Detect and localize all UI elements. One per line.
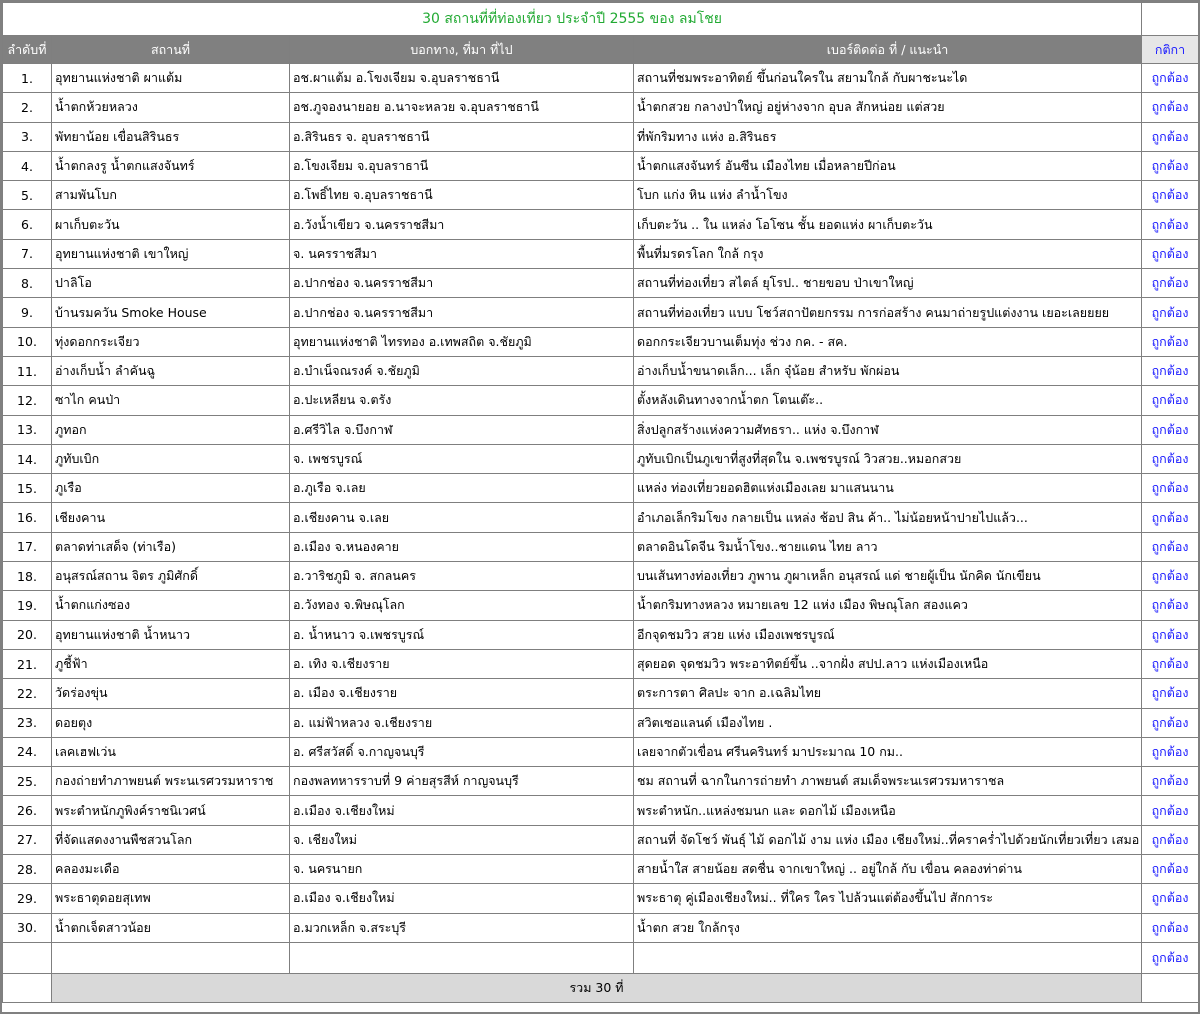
direction-cell: อ.มวกเหล็ก จ.สระบุรี xyxy=(290,913,634,942)
direction-cell: อ.ปะเหลียน จ.ตรัง xyxy=(290,386,634,415)
row-number: 29. xyxy=(3,884,52,913)
place-cell: ภูทอก xyxy=(52,415,290,444)
note-cell: ตระการตา ศิลปะ จาก อ.เฉลิมไทย xyxy=(634,679,1142,708)
row-number: 12. xyxy=(3,386,52,415)
header-direction: บอกทาง, ที่มา ที่ไป xyxy=(290,36,634,64)
check-link[interactable]: ถูกต้อง xyxy=(1142,679,1199,708)
total-empty-cell xyxy=(3,973,52,1002)
table-row xyxy=(3,122,1199,151)
note-cell: บนเส้นทางท่องเที่ยว ภูพาน ภูผาเหล็ก อนุสรณ์ แด่ ชายผู้เป็น นักคิด นักเขียน xyxy=(634,562,1142,591)
check-link[interactable]: ถูกต้อง xyxy=(1142,591,1199,620)
blank-cell xyxy=(634,942,1142,973)
check-link[interactable]: ถูกต้อง xyxy=(1142,415,1199,444)
row-number: 15. xyxy=(3,474,52,503)
table-row xyxy=(3,356,1199,385)
place-cell: น้ำตกเจ็ดสาวน้อย xyxy=(52,913,290,942)
row-number: 4. xyxy=(3,151,52,180)
check-link[interactable]: ถูกต้อง xyxy=(1142,298,1199,327)
note-cell: พระตำหนัก..แหล่งชมนก และ ดอกไม้ เมืองเหนือ xyxy=(634,796,1142,825)
note-cell: สุดยอด จุดชมวิว พระอาทิตย์ขึ้น ..จากฝั่ง สปป.ลาว แห่งเมืองเหนือ xyxy=(634,649,1142,678)
place-cell: ซาไก คนป่า xyxy=(52,386,290,415)
table-row xyxy=(3,620,1199,649)
check-link[interactable]: ถูกต้อง xyxy=(1142,151,1199,180)
title-row xyxy=(3,3,1199,36)
direction-cell: อุทยานแห่งชาติ ไทรทอง อ.เทพสถิต จ.ชัยภูมิ xyxy=(290,327,634,356)
row-number: 27. xyxy=(3,825,52,854)
table-row xyxy=(3,532,1199,561)
total-label: รวม 30 ที่ xyxy=(52,973,1142,1002)
direction-cell: อ.เมือง จ.หนองคาย xyxy=(290,532,634,561)
table-row xyxy=(3,239,1199,268)
check-link[interactable]: ถูกต้อง xyxy=(1142,620,1199,649)
table-row xyxy=(3,767,1199,796)
row-number: 13. xyxy=(3,415,52,444)
blank-row xyxy=(3,942,1199,973)
note-cell: สิ่งปลูกสร้างแห่งความศัทธรา.. แห่ง จ.บึงกาฬ xyxy=(634,415,1142,444)
direction-cell: อ.วาริชภูมิ จ. สกลนคร xyxy=(290,562,634,591)
row-number: 5. xyxy=(3,181,52,210)
note-cell: น้ำตก สวย ใกล้กรุง xyxy=(634,913,1142,942)
row-number: 25. xyxy=(3,767,52,796)
table-row xyxy=(3,649,1199,678)
check-link[interactable]: ถูกต้อง xyxy=(1142,239,1199,268)
row-number: 21. xyxy=(3,649,52,678)
direction-cell: อ.ปากช่อง จ.นครราชสีมา xyxy=(290,269,634,298)
check-link[interactable]: ถูกต้อง xyxy=(1142,210,1199,239)
place-cell: ดอยตุง xyxy=(52,708,290,737)
total-row xyxy=(3,973,1199,1002)
table-row xyxy=(3,562,1199,591)
check-link[interactable]: ถูกต้อง xyxy=(1142,93,1199,122)
check-link[interactable]: ถูกต้อง xyxy=(1142,532,1199,561)
row-number: 18. xyxy=(3,562,52,591)
place-cell: อุทยานแห่งชาติ เขาใหญ่ xyxy=(52,239,290,268)
note-cell: สถานที่ท่องเที่ยว แบบ โชว์สถาปัตยกรรม การก่อสร้าง คนมาถ่ายรูปแต่งงาน เยอะเลยยยย xyxy=(634,298,1142,327)
direction-cell: อช.ผาแต้ม อ.โขงเจียม จ.อุบลราชธานี xyxy=(290,64,634,93)
header-no: ลำดับที่ xyxy=(3,36,52,64)
direction-cell: อช.ภูจองนายอย อ.นาจะหลวย จ.อุบลราชธานี xyxy=(290,93,634,122)
row-number: 11. xyxy=(3,356,52,385)
place-cell: อ่างเก็บน้ำ ลำคันฉู xyxy=(52,356,290,385)
direction-cell: อ.เมือง จ.เชียงใหม่ xyxy=(290,796,634,825)
check-link[interactable]: ถูกต้อง xyxy=(1142,269,1199,298)
table-row xyxy=(3,298,1199,327)
direction-cell: อ. เมือง จ.เชียงราย xyxy=(290,679,634,708)
note-cell: อำเภอเล็กริมโขง กลายเป็น แหล่ง ช้อป สิน ค้า.. ไม่น้อยหน้าปายไปแล้ว... xyxy=(634,503,1142,532)
note-cell: พื้นที่มรดรโลก ใกล้ กรุง xyxy=(634,239,1142,268)
check-link[interactable]: ถูกต้อง xyxy=(1142,737,1199,766)
note-cell: เลยจากตัวเขื่อน ศรีนครินทร์ มาประมาณ 10 กม.. xyxy=(634,737,1142,766)
place-cell: ภูชี้ฟ้า xyxy=(52,649,290,678)
table-row xyxy=(3,327,1199,356)
check-link[interactable]: ถูกต้อง xyxy=(1142,884,1199,913)
header-note: เบอร์ติดต่อ ที่ / แนะนำ xyxy=(634,36,1142,64)
row-number: 24. xyxy=(3,737,52,766)
note-cell: สถานที่ จัดโชว์ พันธุ์ ไม้ ดอกไม้ งาม แห่ง เมือง เชียงใหม่..ที่คราคร่ำไปด้วยนักเที่ยวเที่ยว เสมอ xyxy=(634,825,1142,854)
table-row xyxy=(3,474,1199,503)
row-number: 28. xyxy=(3,855,52,884)
row-number: 22. xyxy=(3,679,52,708)
direction-cell: จ. นครราชสีมา xyxy=(290,239,634,268)
direction-cell: อ.เชียงคาน จ.เลย xyxy=(290,503,634,532)
note-cell: น้ำตกแสงจันทร์ อันซีน เมืองไทย เมื่อหลายปีก่อน xyxy=(634,151,1142,180)
row-number: 10. xyxy=(3,327,52,356)
title-empty-cell xyxy=(1142,3,1199,36)
row-number: 9. xyxy=(3,298,52,327)
direction-cell: อ.วังทอง จ.พิษณุโลก xyxy=(290,591,634,620)
note-cell: ที่พักริมทาง แห่ง อ.สิรินธร xyxy=(634,122,1142,151)
place-cell: วัดร่องขุ่น xyxy=(52,679,290,708)
place-cell: พระตำหนักภูพิงค์ราชนิเวศน์ xyxy=(52,796,290,825)
row-number: 8. xyxy=(3,269,52,298)
place-cell: ทุ่งดอกกระเจียว xyxy=(52,327,290,356)
table-row xyxy=(3,415,1199,444)
row-number: 6. xyxy=(3,210,52,239)
check-link[interactable]: ถูกต้อง xyxy=(1142,767,1199,796)
blank-cell xyxy=(290,942,634,973)
direction-cell: อ.สิรินธร จ. อุบลราชธานี xyxy=(290,122,634,151)
place-cell: อนุสรณ์สถาน จิตร ภูมิศักดิ์ xyxy=(52,562,290,591)
check-link[interactable]: ถูกต้อง xyxy=(1142,474,1199,503)
note-cell: น้ำตกสวย กลางป่าใหญ่ อยู่ห่างจาก อุบล สักหน่อย แต่สวย xyxy=(634,93,1142,122)
check-link[interactable]: ถูกต้อง xyxy=(1142,825,1199,854)
place-cell: บ้านรมควัน Smoke House xyxy=(52,298,290,327)
place-cell: ผาเก็บตะวัน xyxy=(52,210,290,239)
direction-cell: อ.โขงเจียม จ.อุบลราธานี xyxy=(290,151,634,180)
note-cell: เก็บตะวัน .. ใน แหล่ง โอโซน ชั้น ยอดแห่ง ผาเก็บตะวัน xyxy=(634,210,1142,239)
check-link[interactable]: ถูกต้อง xyxy=(1142,444,1199,473)
row-number: 14. xyxy=(3,444,52,473)
place-cell: กองถ่ายทำภาพยนต์ พระนเรศวรมหาราช xyxy=(52,767,290,796)
note-cell: ดอกกระเจียวบานเต็มทุ่ง ช่วง กค. - สค. xyxy=(634,327,1142,356)
direction-cell: อ.ภูเรือ จ.เลย xyxy=(290,474,634,503)
header-row xyxy=(3,36,1199,64)
check-link[interactable]: ถูกต้อง xyxy=(1142,942,1199,973)
table-row xyxy=(3,737,1199,766)
place-cell: พระธาตุดอยสุเทพ xyxy=(52,884,290,913)
table-row xyxy=(3,151,1199,180)
place-cell: ปาลิโอ xyxy=(52,269,290,298)
row-number: 23. xyxy=(3,708,52,737)
table-row xyxy=(3,386,1199,415)
note-cell: สวิตเซอแลนด์ เมืองไทย . xyxy=(634,708,1142,737)
direction-cell: อ.โพธิ์ไทย จ.อุบลราชธานี xyxy=(290,181,634,210)
note-cell: น้ำตกริมทางหลวง หมายเลข 12 แห่ง เมือง พิษณุโลก สองแคว xyxy=(634,591,1142,620)
table-row xyxy=(3,181,1199,210)
note-cell: สถานที่ท่องเที่ยว สไตล์ ยุโรป.. ชายขอบ ป่าเขาใหญ่ xyxy=(634,269,1142,298)
place-cell: ตลาดท่าเสด็จ (ท่าเรือ) xyxy=(52,532,290,561)
check-link[interactable]: ถูกต้อง xyxy=(1142,503,1199,532)
row-number: 19. xyxy=(3,591,52,620)
check-link[interactable]: ถูกต้อง xyxy=(1142,386,1199,415)
table-row xyxy=(3,884,1199,913)
check-link[interactable]: ถูกต้อง xyxy=(1142,855,1199,884)
check-link[interactable]: ถูกต้อง xyxy=(1142,708,1199,737)
check-link[interactable]: ถูกต้อง xyxy=(1142,64,1199,93)
check-link[interactable]: ถูกต้อง xyxy=(1142,913,1199,942)
blank-cell xyxy=(3,942,52,973)
page-title: 30 สถานที่ที่ท่องเที่ยว ประจำปี 2555 ของ ลมโชย xyxy=(3,3,1142,36)
place-cell: เลคเฮฟเว่น xyxy=(52,737,290,766)
table-row xyxy=(3,913,1199,942)
check-link[interactable]: ถูกต้อง xyxy=(1142,796,1199,825)
table-row xyxy=(3,825,1199,854)
direction-cell: อ.บำเน็จณรงค์ จ.ชัยภูมิ xyxy=(290,356,634,385)
table-row xyxy=(3,64,1199,93)
table-row xyxy=(3,855,1199,884)
direction-cell: อ. ศรีสวัสดิ์ จ.กาญจนบุรี xyxy=(290,737,634,766)
direction-cell: กองพลทหารราบที่ 9 ค่ายสุรสีห์ กาญจนบุรี xyxy=(290,767,634,796)
check-link[interactable]: ถูกต้อง xyxy=(1142,327,1199,356)
row-number: 3. xyxy=(3,122,52,151)
table-row xyxy=(3,796,1199,825)
note-cell: ตั้งหลังเดินทางจากน้ำตก โตนเต๊ะ.. xyxy=(634,386,1142,415)
note-cell: โบก แก่ง หิน แห่ง ลำน้ำโขง xyxy=(634,181,1142,210)
place-cell: น้ำตกห้วยหลวง xyxy=(52,93,290,122)
note-cell: ภูทับเบิกเป็นภูเขาที่สูงที่สุดใน จ.เพชรบูรณ์ วิวสวย..หมอกสวย xyxy=(634,444,1142,473)
direction-cell: อ. แม่ฟ้าหลวง จ.เชียงราย xyxy=(290,708,634,737)
row-number: 17. xyxy=(3,532,52,561)
direction-cell: จ. เพชรบูรณ์ xyxy=(290,444,634,473)
header-place: สถานที่ xyxy=(52,36,290,64)
header-rule[interactable]: กติกา xyxy=(1142,36,1199,64)
table-row xyxy=(3,444,1199,473)
place-cell: ภูเรือ xyxy=(52,474,290,503)
place-cell: อุทยานแห่งชาติ น้ำหนาว xyxy=(52,620,290,649)
row-number: 2. xyxy=(3,93,52,122)
direction-cell: จ. นครนายก xyxy=(290,855,634,884)
place-cell: ภูทับเบิก xyxy=(52,444,290,473)
places-table xyxy=(2,2,1199,1003)
direction-cell: อ.วังน้ำเขียว จ.นครราชสีมา xyxy=(290,210,634,239)
row-number: 1. xyxy=(3,64,52,93)
place-cell: พัทยาน้อย เขื่อนสิรินธร xyxy=(52,122,290,151)
note-cell: แหล่ง ท่องเที่ยวยอดฮิตแห่งเมืองเลย มาแสนนาน xyxy=(634,474,1142,503)
table-row xyxy=(3,93,1199,122)
blank-cell xyxy=(52,942,290,973)
table-row xyxy=(3,210,1199,239)
place-cell: น้ำตกแก่งซอง xyxy=(52,591,290,620)
note-cell: พระธาตุ คู่เมืองเชียงใหม่.. ที่ใคร ใคร ไปล้วนแต่ต้องขึ้นไป สักการะ xyxy=(634,884,1142,913)
note-cell: ชม สถานที่ ฉากในการถ่ายทำ ภาพยนต์ สมเด็จพระนเรศวรมหาราชล xyxy=(634,767,1142,796)
row-number: 26. xyxy=(3,796,52,825)
check-link[interactable]: ถูกต้อง xyxy=(1142,356,1199,385)
check-link[interactable]: ถูกต้อง xyxy=(1142,649,1199,678)
note-cell: สายน้ำใส สายน้อย สดชื่น จากเขาใหญ่ .. อยู่ใกล้ กับ เขื่อน คลองท่าด่าน xyxy=(634,855,1142,884)
row-number: 30. xyxy=(3,913,52,942)
table-row xyxy=(3,269,1199,298)
table-row xyxy=(3,679,1199,708)
table-row xyxy=(3,591,1199,620)
total-empty-cell xyxy=(1142,973,1199,1002)
note-cell: อีกจุดชมวิว สวย แห่ง เมืองเพชรบูรณ์ xyxy=(634,620,1142,649)
place-cell: ที่จัดแสดงงานพืชสวนโลก xyxy=(52,825,290,854)
place-cell: น้ำตกลงรู น้ำตกแสงจันทร์ xyxy=(52,151,290,180)
note-cell: อ่างเก็บน้ำขนาดเล็ก... เล็ก จุ๋น้อย สำหรับ พักผ่อน xyxy=(634,356,1142,385)
place-cell: สามพันโบก xyxy=(52,181,290,210)
direction-cell: อ.เมือง จ.เชียงใหม่ xyxy=(290,884,634,913)
direction-cell: อ.ศรีวิไล จ.บึงกาฬ xyxy=(290,415,634,444)
direction-cell: อ. เทิง จ.เชียงราย xyxy=(290,649,634,678)
check-link[interactable]: ถูกต้อง xyxy=(1142,181,1199,210)
place-cell: อุทยานแห่งชาติ ผาแต้ม xyxy=(52,64,290,93)
note-cell: ตลาดอินโดจีน ริมน้ำโขง..ชายแดน ไทย ลาว xyxy=(634,532,1142,561)
check-link[interactable]: ถูกต้อง xyxy=(1142,122,1199,151)
place-cell: เชียงคาน xyxy=(52,503,290,532)
table-row xyxy=(3,708,1199,737)
place-cell: คลองมะเดือ xyxy=(52,855,290,884)
check-link[interactable]: ถูกต้อง xyxy=(1142,562,1199,591)
direction-cell: จ. เชียงใหม่ xyxy=(290,825,634,854)
table-row xyxy=(3,503,1199,532)
direction-cell: อ. น้ำหนาว จ.เพชรบูรณ์ xyxy=(290,620,634,649)
direction-cell: อ.ปากช่อง จ.นครราชสีมา xyxy=(290,298,634,327)
row-number: 16. xyxy=(3,503,52,532)
row-number: 7. xyxy=(3,239,52,268)
note-cell: สถานที่ชมพระอาทิตย์ ขึ้นก่อนใครใน สยามใกล้ กับผาชะนะได xyxy=(634,64,1142,93)
row-number: 20. xyxy=(3,620,52,649)
